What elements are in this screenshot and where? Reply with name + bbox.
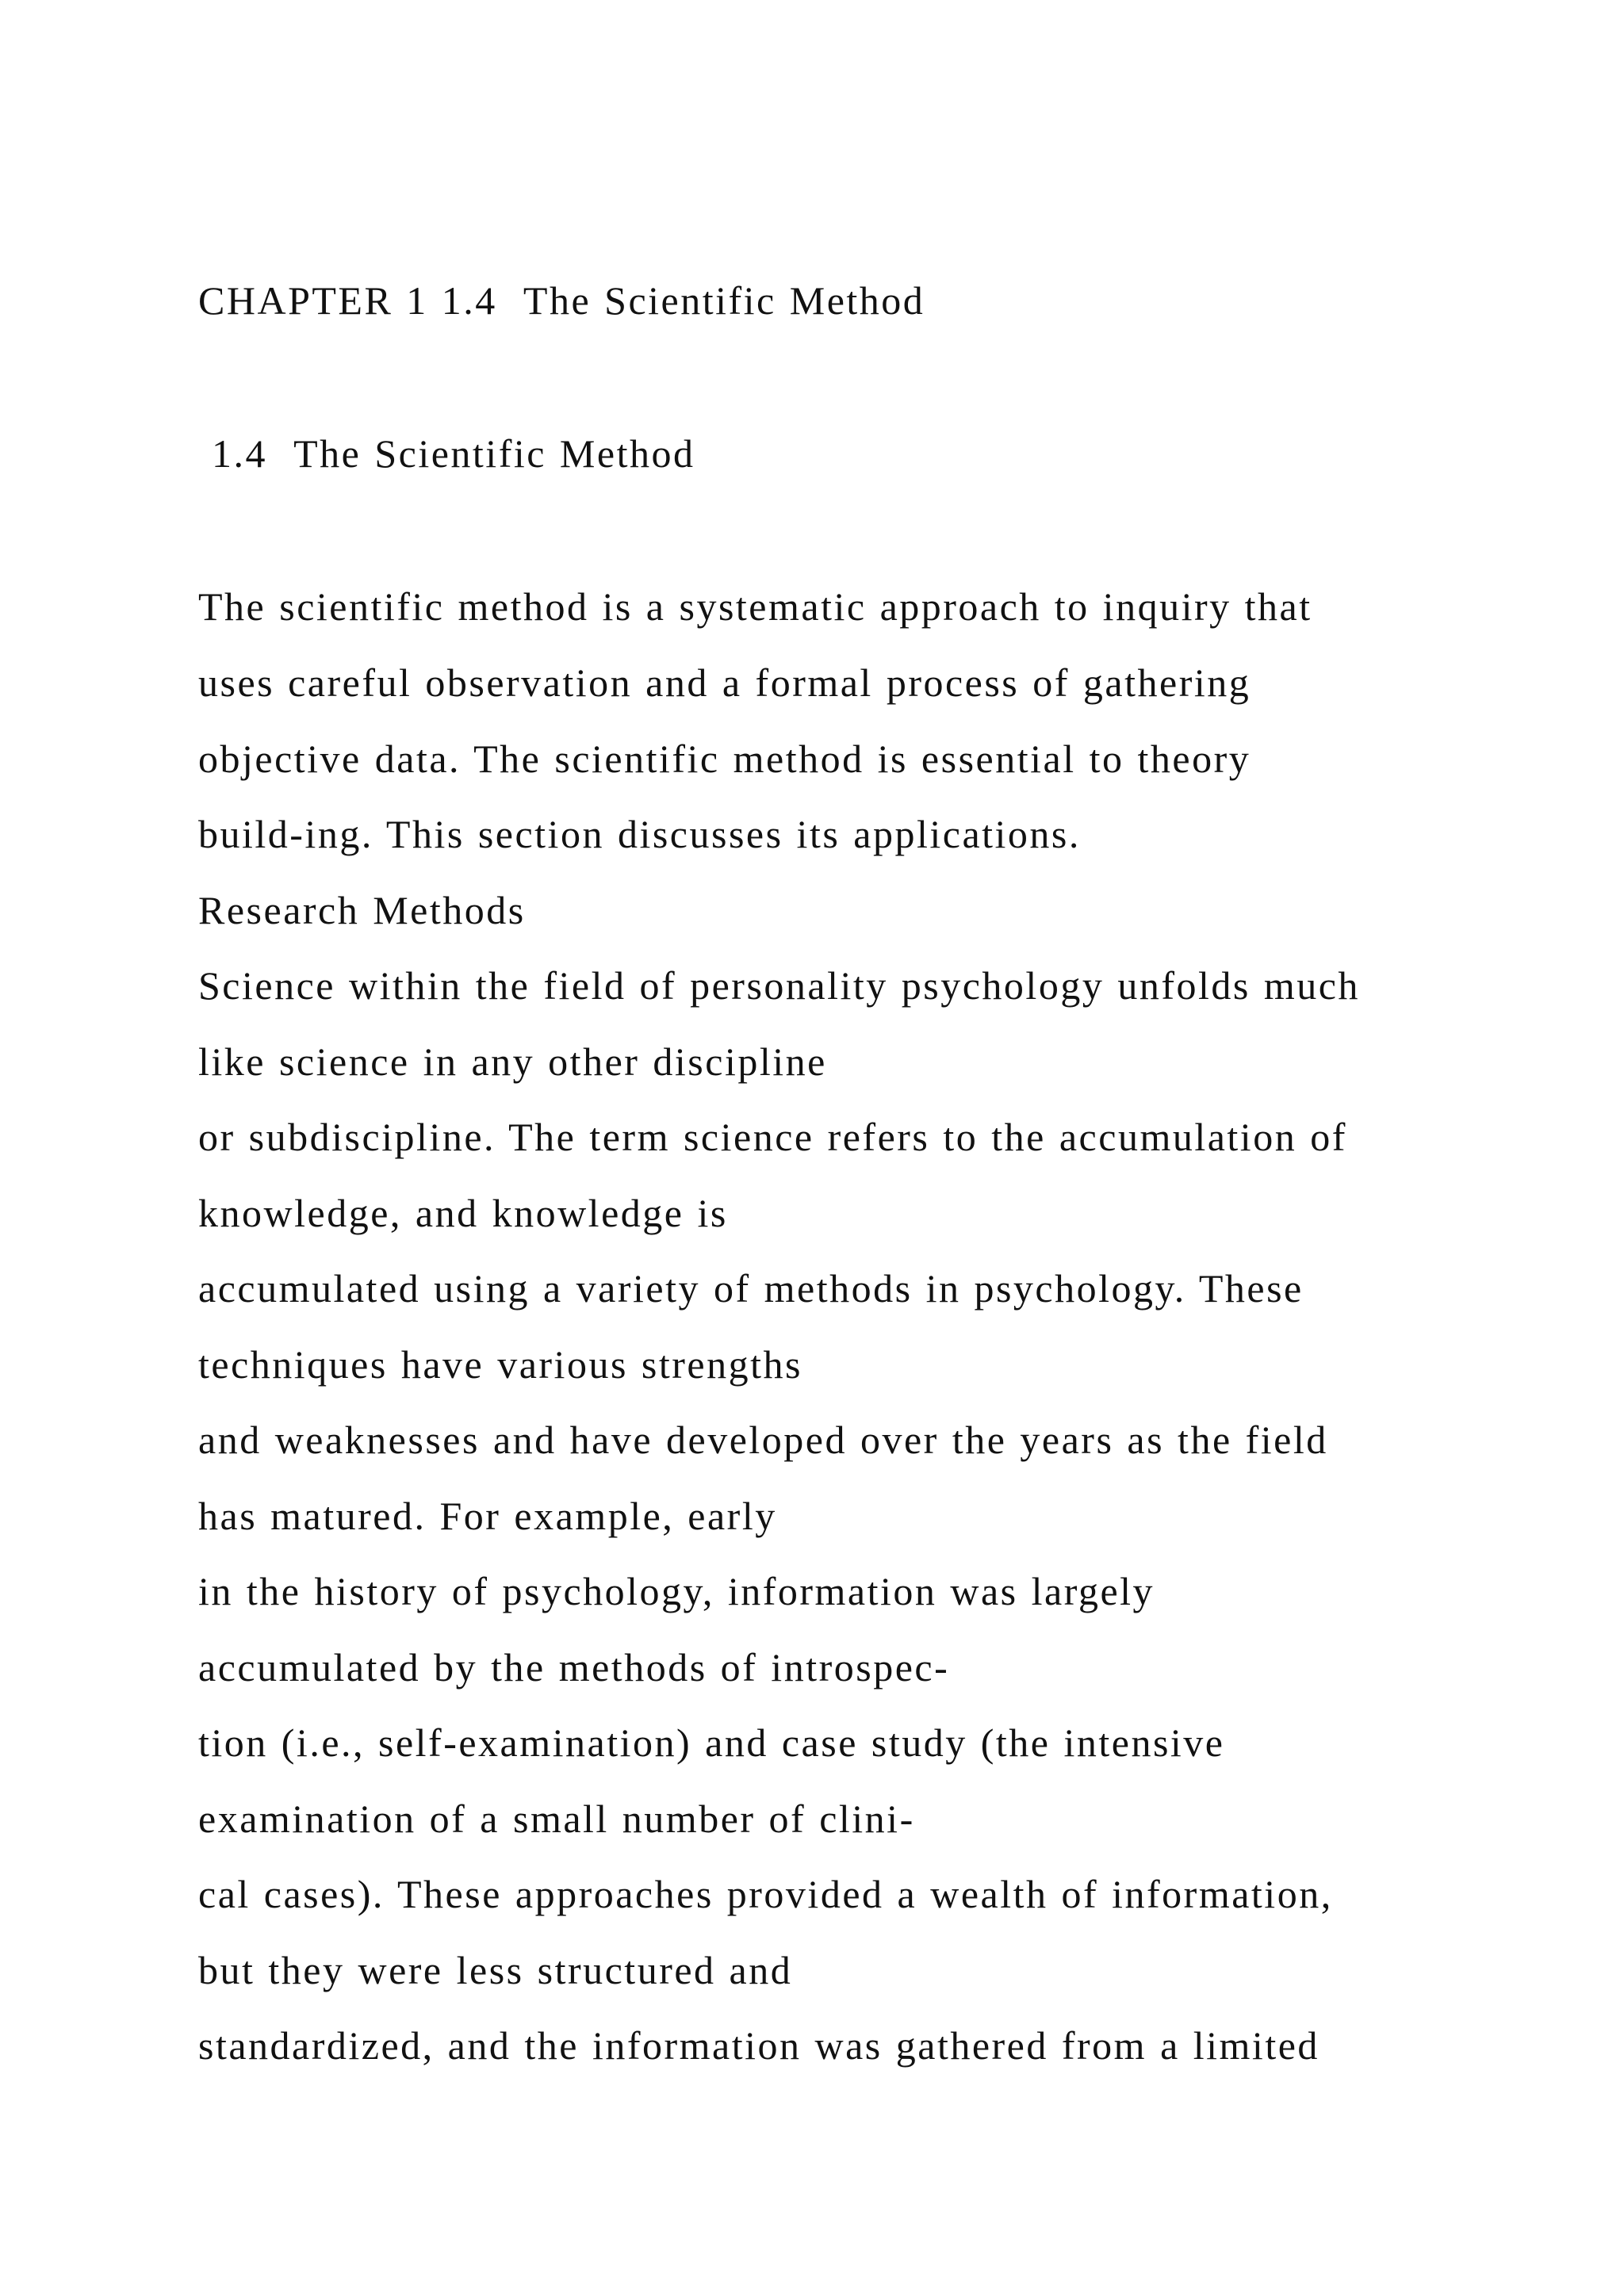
section-title: 1.4 The Scientific Method — [198, 431, 695, 476]
paragraph-line: and weaknesses and have developed over the years as the field — [198, 1418, 1328, 1462]
paragraph-line: Science within the field of personality psychology unfolds much — [198, 963, 1360, 1008]
paragraph-line: accumulated using a variety of methods in psychology. These — [198, 1266, 1304, 1311]
paragraph-line: The scientific method is a systematic approach to inquiry that — [198, 584, 1312, 629]
paragraph-line: has matured. For example, early — [198, 1494, 777, 1538]
paragraph-line: knowledge, and knowledge is — [198, 1191, 728, 1235]
paragraph-line: but they were less structured and — [198, 1948, 793, 1992]
paragraph-line: build-ing. This section discusses its applications. — [198, 812, 1081, 856]
paragraph-line: standardized, and the information was gathered from a limited — [198, 2023, 1320, 2068]
paragraph-line: in the history of psychology, information was largely — [198, 1569, 1155, 1613]
paragraph-line: techniques have various strengths — [198, 1342, 802, 1387]
paragraph-line: objective data. The scientific method is essential to theory — [198, 737, 1251, 781]
paragraph-line: like science in any other discipline — [198, 1039, 827, 1084]
paragraph-line: cal cases). These approaches provided a wealth of information, — [198, 1872, 1333, 1916]
paragraph-line: uses careful observation and a formal process of gathering — [198, 660, 1251, 705]
chapter-header: CHAPTER 1 1.4 The Scientific Method — [198, 278, 925, 323]
paragraph-line: or subdiscipline. The term science refers to the accumulation of — [198, 1115, 1347, 1159]
subheading: Research Methods — [198, 888, 526, 932]
paragraph-line: tion (i.e., self-examination) and case study (the intensive — [198, 1720, 1225, 1765]
paragraph-line: examination of a small number of clini- — [198, 1797, 915, 1841]
paragraph-line: accumulated by the methods of introspec- — [198, 1645, 950, 1689]
